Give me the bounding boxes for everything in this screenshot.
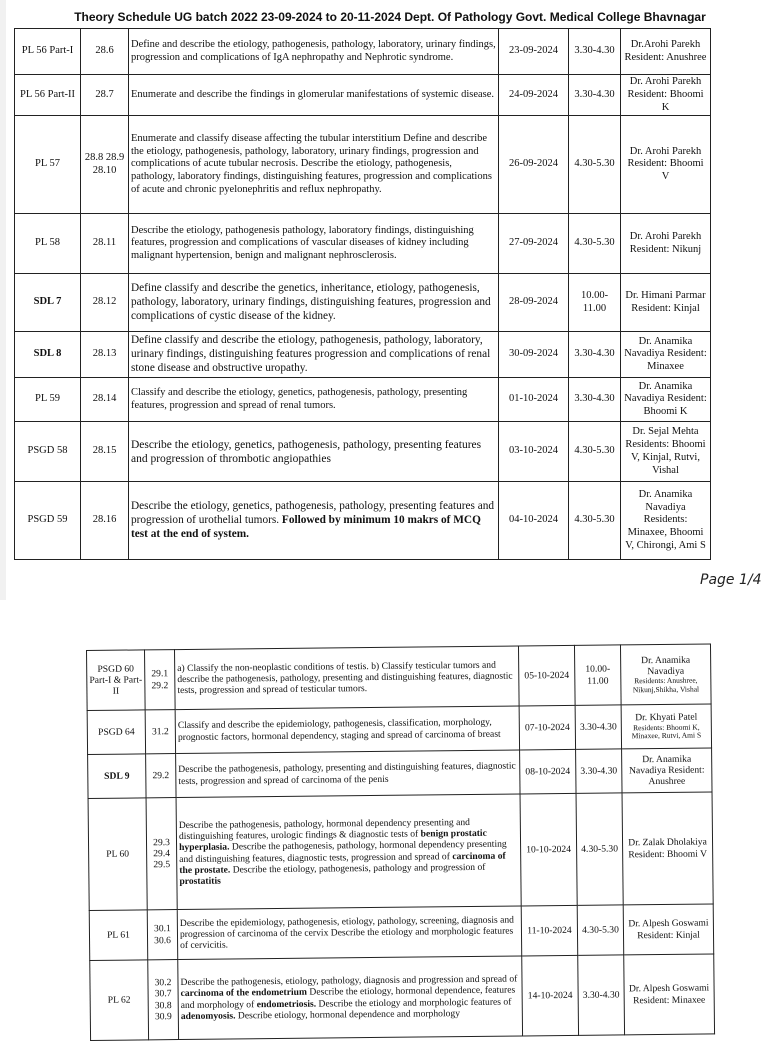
competency-number: 30.2 30.7 30.8 30.9 — [148, 960, 179, 1040]
faculty: Dr. Anamika Navadiya Resident: Bhoomi K — [621, 378, 711, 422]
scan-edge — [0, 0, 6, 600]
session-time: 3.30-4.30 — [569, 378, 621, 422]
topic-text: Describe the epidemiology, pathogenesis, etiology, pathology, screening, diagnosis and progression of carcinoma of the cervix Describe the etiology and morphologic features of cervicitis. — [177, 906, 522, 960]
session-code: PSGD 58 — [15, 422, 81, 482]
topic-part: Describe the etiology, pathogenesis, pathology and progression of — [232, 861, 486, 876]
competency-number: 28.8 28.9 28.10 — [81, 116, 129, 214]
session-date: 08-10-2024 — [520, 749, 576, 794]
residents-list: Residents: Bhoomi K, Minaxee, Rutvi, Ami S — [631, 722, 702, 741]
session-date: 26-09-2024 — [499, 116, 569, 214]
faculty: Dr. Anamika Navadiya Resident: Anushree — [622, 748, 712, 793]
session-time: 10.00-11.00 — [574, 645, 621, 705]
session-code: PL 61 — [89, 910, 148, 961]
topic-text: Define and describe the etiology, pathogenesis, pathology, laboratory, urinary findings, progression and complications of IgA nephropathy and Nephrotic syndrome. — [129, 29, 499, 75]
faculty: Dr. Arohi Parekh Resident: Bhoomi V — [621, 116, 711, 214]
session-time: 3.30-4.30 — [569, 75, 621, 116]
table-row — [15, 75, 711, 116]
faculty: Dr. Alpesh Goswami Resident: Kinjal — [623, 904, 714, 955]
topic-text: Classify and describe the epidemiology, pathogenesis, classification, morphology, prognostic factors, hormonal dependency, staging and spread of carcinoma of breast — [175, 706, 519, 754]
table-row — [90, 954, 715, 1041]
session-date: 27-09-2024 — [499, 214, 569, 274]
topic-part: Describe the etiology and morphologic features of — [318, 996, 512, 1010]
schedule-title: Theory Schedule UG batch 2022 23-09-2024 to 20-11-2024 Dept. Of Pathology Govt. Medical College Bhavnagar — [74, 10, 706, 24]
faculty-name: Dr. Khyati Patel — [635, 711, 698, 724]
session-code: SDL 8 — [15, 332, 81, 378]
topic-main: Describe the etiology, genetics, pathogenesis, pathology, presenting features and progression of urothelial tumors. — [131, 500, 495, 526]
session-code: SDL 7 — [15, 274, 81, 332]
session-date: 28-09-2024 — [499, 274, 569, 332]
session-code: SDL 9 — [88, 754, 146, 799]
table-row — [89, 904, 713, 961]
faculty-name: Dr. Anamika Navadiya — [641, 654, 691, 677]
faculty: Dr. Anamika Navadiya Resident: Minaxee — [621, 332, 711, 378]
session-time: 4.30-5.30 — [576, 793, 623, 905]
session-time: 3.30-4.30 — [569, 332, 621, 378]
topic-part: Describe the pathogenesis, etiology, pathology, diagnosis and progression and spread of — [180, 973, 518, 988]
session-code: PL 59 — [15, 378, 81, 422]
table-row — [88, 792, 713, 911]
session-code: PL 58 — [15, 214, 81, 274]
topic-part: Describe the etiology, hormonal dependence, features and morphology of — [180, 984, 516, 1011]
topic-bold: prostatitis — [179, 875, 221, 888]
topic-text — [178, 956, 523, 1040]
session-code: PSGD 60 Part-I & Part-II — [87, 650, 146, 711]
session-date: 10-10-2024 — [520, 793, 577, 906]
session-date: 11-10-2024 — [521, 905, 578, 956]
topic-text: Describe the pathogenesis, pathology, presenting and distinguishing features, diagnostic tests, progression and spread of carcinoma of the penis — [176, 750, 520, 798]
topic-bold: endometriosis. — [256, 998, 317, 1010]
topic-text: Enumerate and classify disease affecting the tubular interstitium Define and describe the etiology, pathogenesis, pathology, laboratory, urinary findings, progression and complications of acute tubular necrosis. Describe the etiology, pathogenesis, pathology, laboratory findings, distinguishing features, progression and complications of acute and chronic pyelonephritis and reflux nephropathy. — [129, 116, 499, 214]
competency-number: 29.2 — [146, 754, 176, 798]
faculty: Dr. Himani Parmar Resident: Kinjal — [621, 274, 711, 332]
topic-text: Classify and describe the etiology, genetics, pathogenesis, pathology, presenting features, progression and spread of renal tumors. — [129, 378, 499, 422]
faculty: Dr.Arohi Parekh Resident: Anushree — [621, 29, 711, 75]
faculty — [620, 644, 711, 705]
session-date: 04-10-2024 — [499, 482, 569, 560]
topic-part: Describe the pathogenesis, pathology, hormonal dependency presenting and distinguishing features, urologic findings & diagnostic tests of — [178, 816, 470, 842]
topic-part: Describe the pathogenesis, pathology, hormonal dependency presenting and distinguishing features, diagnostic tests, progression and spread of — [179, 838, 507, 865]
faculty: Dr. Zalak Dholakiya Resident: Bhoomi V — [622, 792, 713, 905]
faculty: Dr. Arohi Parekh Resident: Nikunj — [621, 214, 711, 274]
topic-bold: adenomyosis. — [180, 1010, 236, 1022]
schedule-table-page2 — [86, 643, 715, 1041]
faculty: Dr. Alpesh Goswami Resident: Minaxee — [624, 954, 715, 1035]
competency-number: 31.2 — [145, 710, 175, 754]
faculty: Dr. Anamika Navadiya Residents: Minaxee, Bhoomi V, Chirongi, Ami S — [621, 482, 711, 560]
topic-bold: benign prostatic hyperplasia. — [179, 827, 487, 854]
competency-number: 28.15 — [81, 422, 129, 482]
competency-number: 28.13 — [81, 332, 129, 378]
session-time: 4.30-5.30 — [569, 214, 621, 274]
residents-list: Residents: Anushree, Nikunj,Shikha, Vishal — [632, 675, 700, 695]
page-number-note: Page 1/4 — [700, 572, 762, 588]
topic-part: Describe etiology, hormonal dependence and morphology — [237, 1007, 461, 1022]
competency-number: 28.7 — [81, 75, 129, 116]
session-time: 3.30-4.30 — [578, 955, 625, 1035]
competency-number: 29.3 29.4 29.5 — [146, 798, 177, 910]
session-time: 4.30-5.30 — [569, 116, 621, 214]
competency-number: 28.14 — [81, 378, 129, 422]
table-row — [88, 748, 712, 799]
faculty — [621, 704, 711, 749]
competency-number: 28.11 — [81, 214, 129, 274]
session-date: 30-09-2024 — [499, 332, 569, 378]
topic-text — [176, 794, 521, 910]
session-code: PL 57 — [15, 116, 81, 214]
competency-number: 29.1 29.2 — [145, 650, 176, 710]
session-code: PL 56 Part-I — [15, 29, 81, 75]
topic-text: Enumerate and describe the findings in glomerular manifestations of systemic disease. — [129, 75, 499, 116]
competency-number: 28.16 — [81, 482, 129, 560]
session-time: 4.30-5.30 — [569, 482, 621, 560]
session-time: 10.00-11.00 — [569, 274, 621, 332]
table-row — [15, 214, 711, 274]
session-time: 3.30-4.30 — [569, 29, 621, 75]
competency-number: 28.12 — [81, 274, 129, 332]
topic-text: Describe the etiology, pathogenesis pathology, laboratory findings, distinguishing features, progression and complications of vascular diseases of kidney including malignant hypertension, benign and malignant nephrosclerosis. — [129, 214, 499, 274]
session-time: 3.30-4.30 — [575, 705, 621, 749]
session-time: 4.30-5.30 — [569, 422, 621, 482]
session-date: 23-09-2024 — [499, 29, 569, 75]
session-code: PL 56 Part-II — [15, 75, 81, 116]
topic-bold: carcinoma of the endometrium — [180, 986, 308, 1000]
session-date: 05-10-2024 — [518, 645, 575, 706]
session-date: 01-10-2024 — [499, 378, 569, 422]
table-row — [15, 29, 711, 75]
session-time: 3.30-4.30 — [576, 749, 622, 793]
session-code: PL 62 — [90, 960, 149, 1041]
table-row — [87, 704, 711, 755]
faculty: Dr. Arohi Parekh Resident: Bhoomi K — [621, 75, 711, 116]
competency-number: 30.1 30.6 — [147, 910, 178, 960]
table-row — [15, 116, 711, 214]
topic-text: Describe the etiology, genetics, pathogenesis, pathology, presenting features and progression of thrombotic angiopathies — [129, 422, 499, 482]
session-time: 4.30-5.30 — [577, 905, 624, 955]
session-date: 03-10-2024 — [499, 422, 569, 482]
session-code: PL 60 — [88, 798, 147, 911]
session-date: 14-10-2024 — [522, 955, 579, 1036]
table-row — [87, 644, 712, 711]
table-row — [15, 422, 711, 482]
topic-text: Define classify and describe the etiology, pathogenesis, pathology, laboratory, urinary findings, distinguishing features progression and complications of renal stone disease and obstructive uropathy. — [129, 332, 499, 378]
faculty: Dr. Sejal Mehta Residents: Bhoomi V, Kinjal, Rutvi, Vishal — [621, 422, 711, 482]
session-code: PSGD 59 — [15, 482, 81, 560]
topic-text: a) Classify the non-neoplastic conditions of testis. b) Classify testicular tumors and describe the pathogenesis, pathology, presenting and distinguishing features, diagnostic tests, progression and spread of testicular tumors. — [175, 646, 520, 710]
session-date: 07-10-2024 — [519, 705, 575, 750]
table-row — [15, 378, 711, 422]
table-row — [15, 482, 711, 560]
topic-bold: carcinoma of the prostate. — [179, 850, 506, 876]
table-row — [15, 274, 711, 332]
session-code: PSGD 64 — [87, 710, 145, 755]
topic-note: Followed by minimum 10 makrs of MCQ test at the end of system. — [131, 514, 481, 540]
topic-text — [129, 482, 499, 560]
topic-text: Define classify and describe the genetics, inheritance, etiology, pathogenesis, pathology, laboratory, urinary findings, distinguishing features, progression and complications of cystic disease of the kidney. — [129, 274, 499, 332]
session-date: 24-09-2024 — [499, 75, 569, 116]
competency-number: 28.6 — [81, 29, 129, 75]
table-row — [15, 332, 711, 378]
schedule-table-page1 — [14, 28, 711, 560]
